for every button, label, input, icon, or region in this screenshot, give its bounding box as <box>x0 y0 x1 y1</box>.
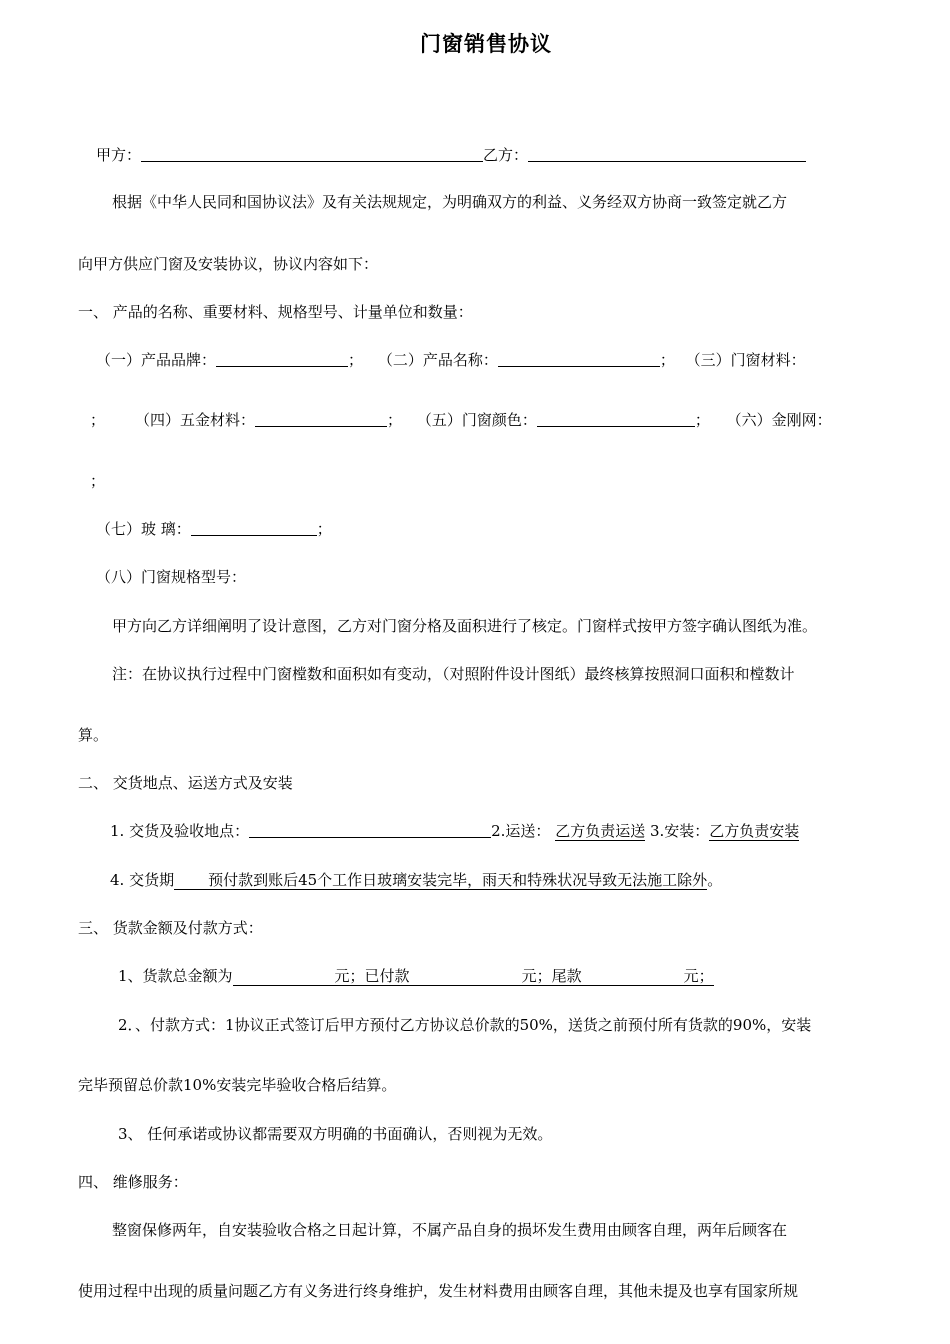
section-1-heading: 一、 产品的名称、重要材料、规格型号、计量单位和数量： <box>78 303 473 321</box>
install-value: 乙方负责安装 <box>709 822 800 840</box>
party-b-label: 乙方： <box>483 146 529 164</box>
item-2-blank[interactable] <box>498 350 660 367</box>
item-8-label: （八）门窗规格型号： <box>96 568 247 586</box>
warranty-line-2: 使用过程中出现的质量问题乙方有义务进行终身维护，发生材料费用由顾客自理，其他未提及也享有国家所规 <box>78 1282 799 1300</box>
item-3-semicolon: ； <box>90 411 106 429</box>
section-2-heading: 二、 交货地点、运送方式及安装 <box>78 774 293 792</box>
item-4-semicolon: ； <box>387 411 403 429</box>
section-4-heading: 四、 维修服务： <box>78 1173 188 1191</box>
intro-line-2: 向甲方供应门窗及安装协议，协议内容如下： <box>78 255 379 273</box>
delivery-period-end: 。 <box>707 871 723 889</box>
balance-unit: 元； <box>683 967 714 985</box>
note-line-2: 算。 <box>78 726 109 744</box>
item-1-semicolon: ； <box>348 351 364 369</box>
item-4-blank[interactable] <box>255 410 387 427</box>
item-1-label: （一）产品品牌： <box>96 351 217 369</box>
page-title: 门窗销售协议 <box>420 31 552 56</box>
design-note: 甲方向乙方详细阐明了设计意图，乙方对门窗分格及面积进行了核定。门窗样式按甲方签字确认图纸为准。 <box>112 617 818 635</box>
item-7-line <box>96 519 332 539</box>
delivery-period-value: 预付款到账后45个工作日玻璃安装完毕，雨天和特殊状况导致无法施工除外 <box>174 871 707 890</box>
delivery-period-label: 4. 交货期 <box>110 871 175 889</box>
parties-line <box>96 145 806 165</box>
party-a-blank[interactable] <box>141 145 483 162</box>
items-row-2 <box>90 410 832 430</box>
transport-label: 2.运送： <box>491 822 551 840</box>
item-6-label: （六）金刚网： <box>726 411 832 429</box>
install-label: 3.安装： <box>649 822 710 840</box>
total-amount-field[interactable] <box>233 967 714 986</box>
item-3-label: （三）门窗材料： <box>685 351 806 369</box>
item-7-semicolon: ； <box>316 520 332 538</box>
item-2-semicolon: ； <box>659 351 675 369</box>
warranty-line-1: 整窗保修两年，自安装验收合格之日起计算，不属产品自身的损坏发生费用由顾客自理，两年后顾客在 <box>112 1221 788 1239</box>
paid-unit: 元；尾款 <box>521 967 582 985</box>
delivery-place-label: 1. 交货及验收地点： <box>110 822 250 840</box>
payment-amount-line <box>118 966 714 986</box>
payment-method-line-2: 完毕预留总价款10%安装完毕验收合格后结算。 <box>78 1076 397 1094</box>
item-7-label: （七）玻 璃： <box>96 520 191 538</box>
total-amount-unit: 元；已付款 <box>334 967 410 985</box>
item-7-blank[interactable] <box>191 519 317 536</box>
item-5-label: （五）门窗颜色： <box>416 411 537 429</box>
delivery-period-line <box>110 870 722 890</box>
item-4-label: （四）五金材料： <box>135 411 256 429</box>
total-amount-label: 1、货款总金额为 <box>118 967 233 985</box>
item-5-blank[interactable] <box>537 410 695 427</box>
item-2-label: （二）产品名称： <box>377 351 498 369</box>
section-3-heading: 三、 货款金额及付款方式： <box>78 919 263 937</box>
party-a-label: 甲方： <box>96 146 142 164</box>
confirmation-clause: 3、 任何承诺或协议都需要双方明确的书面确认，否则视为无效。 <box>118 1125 553 1143</box>
payment-method-line-1: 2．、付款方式：1协议正式签订后甲方预付乙方协议总价款的50%，送货之前预付所有货款的90%，安装 <box>118 1016 812 1034</box>
item-5-semicolon: ； <box>694 411 710 429</box>
item-6-semicolon: ； <box>90 472 106 490</box>
intro-line-1: 根据《中华人民同和国协议法》及有关法规规定，为明确双方的利益、义务经双方协商一致签定就乙方 <box>112 193 788 211</box>
delivery-line <box>110 821 799 841</box>
note-line-1: 注：在协议执行过程中门窗樘数和面积如有变动，（对照附件设计图纸）最终核算按照洞口面积和樘数计 <box>112 665 795 683</box>
delivery-place-blank[interactable] <box>249 821 491 838</box>
transport-value: 乙方负责运送 <box>555 822 646 840</box>
item-1-blank[interactable] <box>216 350 348 367</box>
party-b-blank[interactable] <box>528 145 806 162</box>
items-row-1 <box>96 350 806 370</box>
